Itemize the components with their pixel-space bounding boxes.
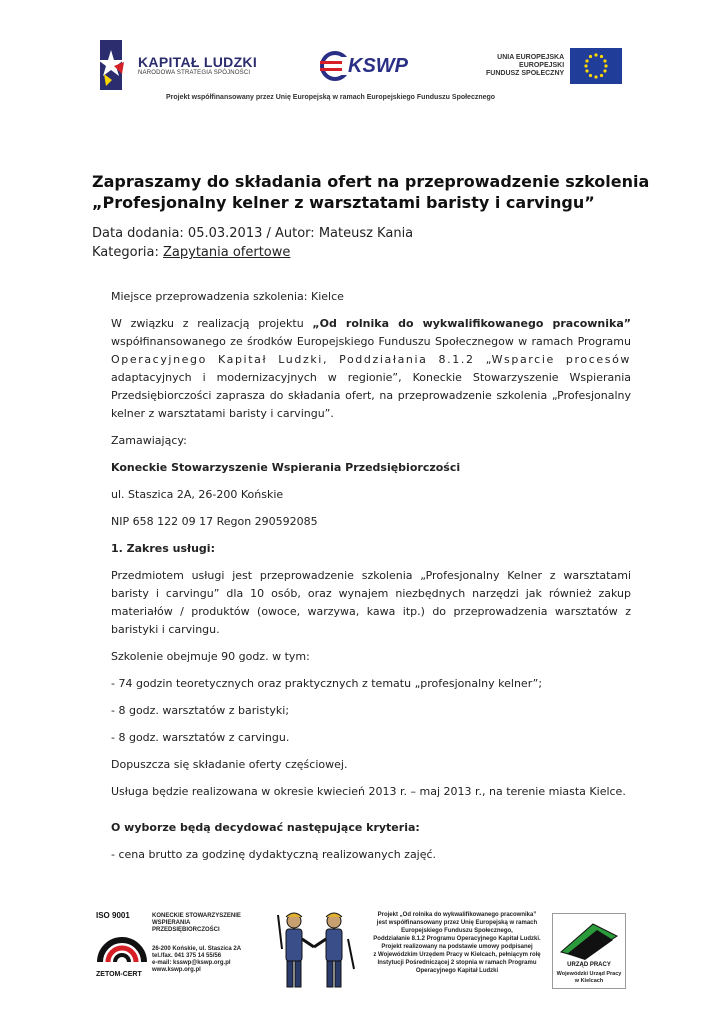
project-note: [366, 911, 548, 975]
workers-handshake-icon: [268, 909, 360, 993]
iso-name: ZETOM-CERT: [96, 971, 142, 978]
hours-item-3: - 8 godz. warsztatów z carvingu.: [111, 731, 290, 744]
eu-flag-icon: [570, 48, 622, 84]
urzad-pracy-inner-label: URZĄD PRACY: [567, 962, 611, 968]
euro-sign-icon: [318, 49, 352, 83]
note-line-8: Operacyjnego Kapitał Ludzki: [415, 968, 499, 974]
note-line-6: z Wojewódzkim Urzędem Pracy w Kielcach, pełniącym rolę: [373, 952, 541, 958]
hours-item-2: - 8 godz. warsztatów z baristyki;: [111, 704, 290, 717]
header-logos: [0, 36, 725, 114]
zetom-cert-icon: [96, 926, 148, 966]
kapital-ludzki-logo: [100, 40, 257, 90]
kapital-ludzki-subtitle: NARODOWA STRATEGIA SPÓJNOŚCI: [138, 70, 251, 76]
kapital-ludzki-star-icon: [100, 40, 130, 90]
iso-logo: [96, 911, 152, 978]
urzad-caption: [548, 971, 630, 985]
eu-line-1: UNIA EUROPEJSKA: [497, 54, 565, 61]
title-line-2: „Profesjonalny kelner z warsztatami baristy i carvingu”: [92, 193, 595, 212]
note-line-2: jest współfinansowany przez Unię Europejską w ramach: [376, 920, 538, 926]
assoc-line-7: www.kswp.org.pl: [152, 967, 201, 973]
note-line-5: Projekt realizowany na podstawie umowy podpisanej: [381, 944, 533, 950]
note-line-3: Europejskiego Funduszu Społecznego,: [401, 928, 513, 934]
eu-line-3: FUNDUSZ SPOŁECZNY: [486, 70, 565, 77]
footer-logos: [0, 905, 725, 1010]
service-period: Usługa będzie realizowana w okresie kwiecień 2013 r. – maj 2013 r., na terenie miasta Kielce.: [111, 785, 626, 798]
association-contact: [152, 913, 262, 974]
category-link[interactable]: Zapytania ofertowe: [163, 245, 291, 260]
intro-text-b: współfinansowanego ze środków Europejskiego Funduszu Społecznegow w ramach Programu: [111, 335, 631, 348]
assoc-line-2: WSPIERANIA: [152, 920, 191, 926]
criteria-heading: O wyborze będą decydować następujące kryteria:: [111, 821, 420, 834]
project-name: „Od rolnika do wykwalifikowanego pracownika”: [312, 317, 631, 330]
urzad-caption-1: Wojewódzki Urząd Pracy: [556, 971, 622, 977]
date-author: Data dodania: 05.03.2013 / Autor: Mateusz Kania: [92, 226, 414, 241]
article-meta: [92, 224, 413, 262]
kswp-logo: [318, 46, 408, 86]
note-line-4: Poddziałanie 8.1.2 Programu Operacyjnego Kapitał Ludzki.: [373, 936, 541, 942]
note-line-7: Instytucji Pośredniczącej 2 stopnia w ramach Programu: [377, 960, 537, 966]
criteria-item-1: - cena brutto za godzinę dydaktyczną realizowanych zajęć.: [111, 848, 437, 861]
eu-line-2: EUROPEJSKI: [519, 62, 565, 69]
page-title: [92, 171, 652, 213]
intro-program: Operacyjnego Kapitał Ludzki, Poddziałania 8.1.2 „Wsparcie procesów: [111, 353, 631, 366]
urzad-caption-2: w Kielcach: [574, 978, 604, 984]
hours-intro: Szkolenie obejmuje 90 godz. w tym:: [111, 650, 310, 663]
intro-text-a: W związku z realizacją projektu: [111, 317, 313, 330]
category-label: Kategoria:: [92, 245, 163, 260]
scope-heading: 1. Zakres usługi:: [111, 542, 215, 555]
scope-paragraph: Przedmiotem usługi jest przeprowadzenie szkolenia „Profesjonalny Kelner z warsztatami baristy i carvingu” dla 10 osób, oraz wynajem niezbędnych narzędzi jak również zakup materiałów / produktów (owoce, warzywa, kawa itp.) do przeprowadzenia warsztatów z baristyki i carvingu.: [111, 569, 631, 636]
assoc-line-3: PRZEDSIĘBIORCZOŚCI: [152, 927, 220, 933]
intro-text-c: adaptacyjnych i modernizacyjnych w regionie”, Koneckie Stowarzyszenie Wspierania Przedsiębiorczości zaprasza do składania ofert, na przeprowadzenie szkolenia „Profesjonalny kelner z warsztatami baristy i carvingu”.: [111, 371, 631, 420]
urzad-pracy-icon: [553, 914, 625, 968]
article-body: [111, 288, 631, 873]
intro-paragraph: [111, 315, 631, 423]
nip-regon: NIP 658 122 09 17 Regon 290592085: [111, 515, 318, 528]
place-paragraph: Miejsce przeprowadzenia szkolenia: Kielce: [111, 290, 344, 303]
hours-item-1: - 74 godzin teoretycznych oraz praktycznych z tematu „profesjonalny kelner”;: [111, 677, 543, 690]
eu-logo: [486, 48, 622, 84]
partial-offer: Dopuszcza się składanie oferty częściowej.: [111, 758, 348, 771]
kswp-wordmark: KSWP: [348, 54, 408, 77]
header-caption: Projekt współfinansowany przez Unię Europejską w ramach Europejskiego Funduszu Społecznego: [166, 94, 496, 101]
iso-title: ISO 9001: [96, 911, 130, 920]
address: ul. Staszica 2A, 26-200 Końskie: [111, 488, 284, 501]
assoc-line-5: tel./fax. 041 375 14 55/56: [152, 953, 222, 959]
kapital-ludzki-title: KAPITAŁ LUDZKI: [138, 54, 258, 70]
orderer-name: Koneckie Stowarzyszenie Wspierania Przedsiębiorczości: [111, 461, 461, 474]
assoc-line-1: KONECKIE STOWARZYSZENIE: [152, 913, 241, 919]
assoc-line-6: e-mail: ksswp@kswp.org.pl: [152, 960, 231, 966]
orderer-label: Zamawiający:: [111, 434, 187, 447]
title-line-1: Zapraszamy do składania ofert na przeprowadzenie szkolenia: [92, 172, 650, 191]
category-row: [92, 243, 413, 262]
note-line-1: Projekt „Od rolnika do wykwalifikowanego pracownika”: [377, 912, 537, 918]
assoc-line-4: 26-200 Końskie, ul. Staszica 2A: [152, 946, 242, 952]
